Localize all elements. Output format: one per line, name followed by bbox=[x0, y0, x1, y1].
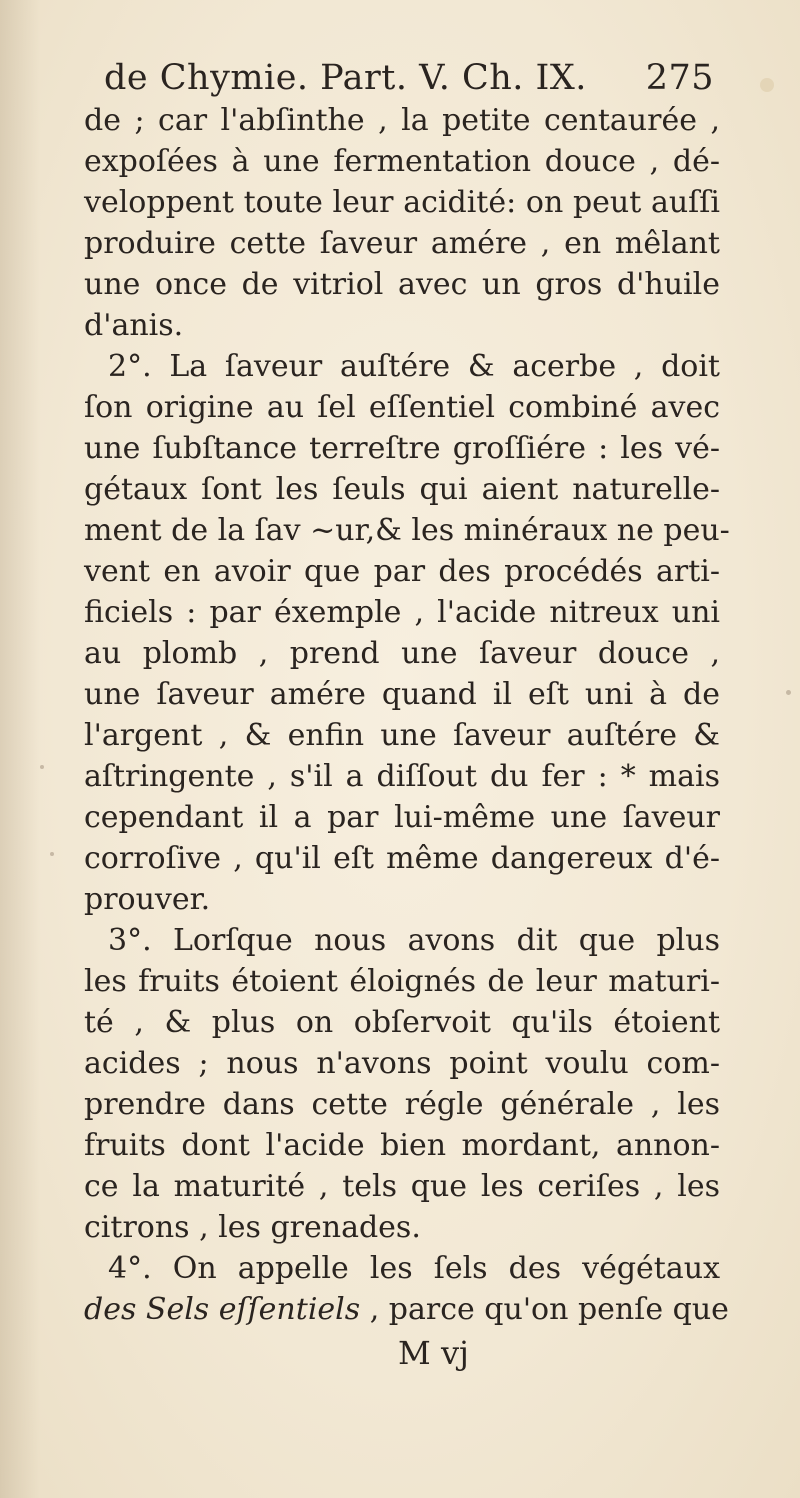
text-line: 2°. La ſaveur auſtére & acerbe , doit bbox=[108, 349, 720, 384]
text-line: 4°. On appelle les ſels des végétaux bbox=[108, 1251, 720, 1286]
text-line: cependant il a par lui-même une ſaveur bbox=[84, 800, 720, 835]
text-line: une once de vitriol avec un gros d'huile bbox=[84, 267, 720, 302]
paper-speck bbox=[760, 78, 774, 92]
signature-mark: M vj bbox=[398, 1334, 469, 1372]
text-line: les fruits étoient éloignés de leur maturi- bbox=[84, 964, 720, 999]
text-line: prouver. bbox=[84, 882, 211, 917]
text-line: ficiels : par éxemple , l'acide nitreux uni bbox=[84, 595, 720, 630]
paper-speck bbox=[786, 690, 791, 695]
text-line: acides ; nous n'avons point voulu com- bbox=[84, 1046, 720, 1081]
text-line: aſtringente , s'il a diſſout du fer : * mais bbox=[84, 759, 720, 794]
text-line: té , & plus on obſervoit qu'ils étoient bbox=[84, 1005, 720, 1040]
running-head bbox=[92, 58, 712, 102]
page-number: 275 bbox=[645, 58, 714, 98]
text-line: produire cette ſaveur amére , en mêlant bbox=[84, 226, 720, 261]
text-line: ſon origine au ſel eſſentiel combiné avec bbox=[84, 390, 720, 425]
text-line: une ſaveur amére quand il eſt uni à de bbox=[84, 677, 720, 712]
text-line: citrons , les grenades. bbox=[84, 1210, 421, 1245]
text-line: 3°. Lorſque nous avons dit que plus bbox=[108, 923, 720, 958]
text-line: ment de la ſav ~ur,& les minéraux ne peu- bbox=[84, 513, 730, 548]
text-line: veloppent toute leur acidité: on peut auſſi bbox=[84, 185, 720, 220]
text-line: de ; car l'abſinthe , la petite centaurée , bbox=[84, 103, 720, 138]
body-text bbox=[84, 100, 730, 1330]
text-line: d'anis. bbox=[84, 308, 184, 343]
text-line: une ſubſtance terreſtre groſſiére : les vé- bbox=[84, 431, 720, 466]
text-line: fruits dont l'acide bien mordant, annon- bbox=[84, 1128, 720, 1163]
text-line: au plomb , prend une ſaveur douce , bbox=[84, 636, 720, 671]
paper-speck bbox=[50, 852, 54, 856]
text-line: gétaux ſont les ſeuls qui aient naturelle- bbox=[84, 472, 720, 507]
text-line: expoſées à une fermentation douce , dé- bbox=[84, 144, 720, 179]
text-line-final bbox=[84, 1289, 729, 1330]
text-line: vent en avoir que par des procédés arti- bbox=[84, 554, 720, 589]
text-line: l'argent , & enfin une ſaveur auſtére & bbox=[84, 718, 720, 753]
text-line: corroſive , qu'il eſt même dangereux d'é- bbox=[84, 841, 720, 876]
paper-speck bbox=[40, 765, 44, 769]
text-line: prendre dans cette régle générale , les bbox=[84, 1087, 720, 1122]
text-line: ce la maturité , tels que les ceriſes , les bbox=[84, 1169, 720, 1204]
page-edge-shadow bbox=[0, 0, 40, 1498]
italic-term: des Sels eſſentiels bbox=[84, 1292, 361, 1327]
running-head-title: de Chymie. Part. V. Ch. IX. bbox=[104, 58, 587, 98]
final-line-rest: , parce qu'on penſe que bbox=[360, 1292, 729, 1327]
